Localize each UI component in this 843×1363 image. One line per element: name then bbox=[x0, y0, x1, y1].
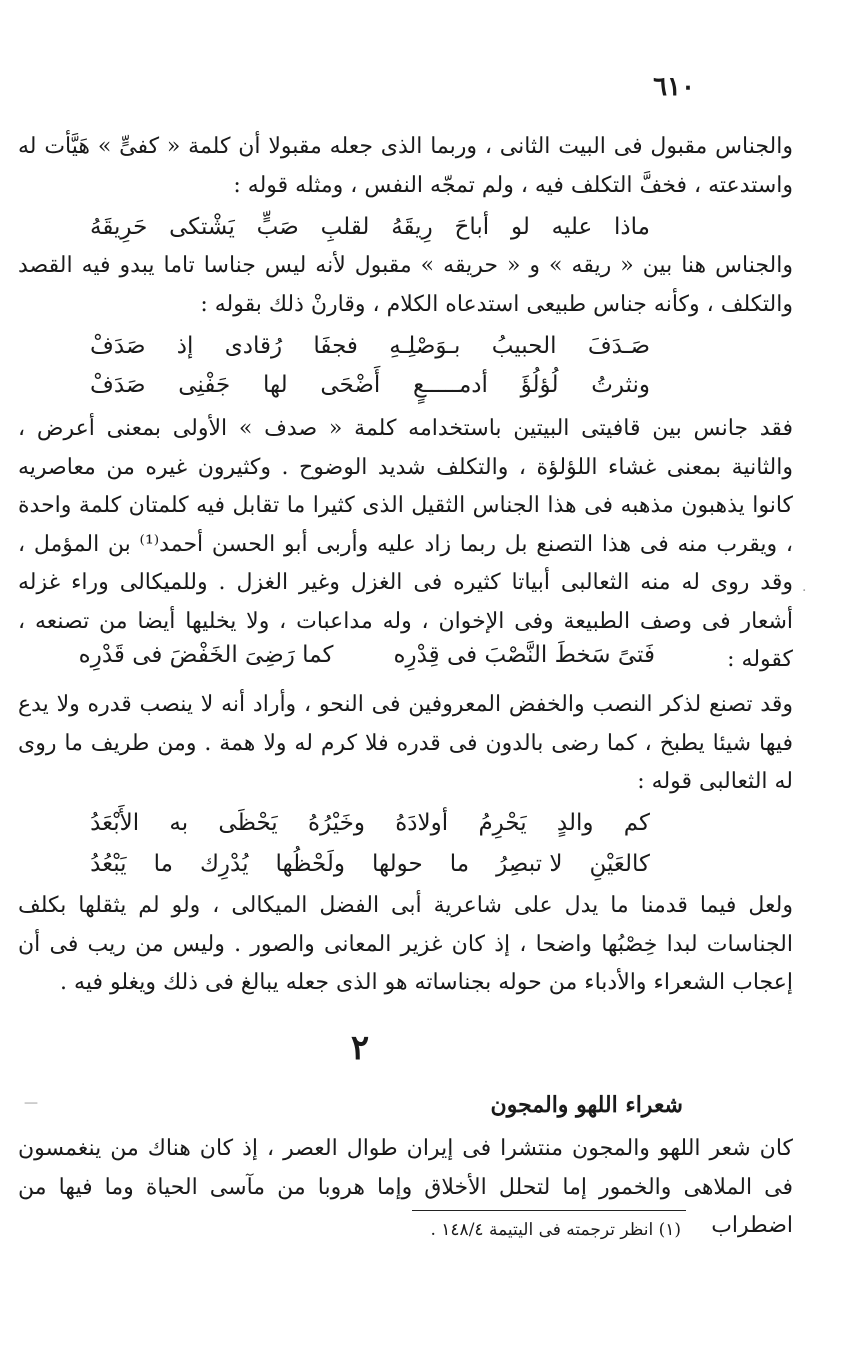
verse-word: ماذا bbox=[614, 214, 650, 240]
verse-word: أَضْحَى bbox=[320, 372, 381, 398]
verse-word: الأَبْعَدُ bbox=[90, 810, 140, 836]
verse-word: كم bbox=[623, 810, 650, 836]
paragraph-text: وقد تصنع لذكر النصب والخفض المعروفين فى النحو ، وأراد أنه لا ينصب قدره ولا يدع فيها شيئا يطبخ ، كما رضى بالدون فى قدره فلا كرم له ولا همة . ومن طريف ما روى له الثعالبى قوله : bbox=[18, 692, 793, 794]
verse-word: وخَيْرُهُ bbox=[307, 810, 365, 836]
verse-word: إذ bbox=[176, 333, 194, 359]
verse-word: يُدْرِك bbox=[199, 851, 249, 877]
verse-word: يَحْظَى bbox=[218, 810, 278, 836]
verse-line-2 bbox=[90, 327, 650, 365]
section-number: ٢ bbox=[350, 1028, 370, 1068]
footnote: (١) انظر ترجمته فى اليتيمة ١٤٨/٤ . bbox=[430, 1220, 681, 1240]
page-number: ٦١٠ bbox=[653, 72, 695, 102]
verse-word: حَرِيقَهُ bbox=[90, 214, 148, 240]
verse-word: لُؤلُؤَ bbox=[520, 372, 559, 398]
verse-word: أباحَ bbox=[454, 214, 490, 240]
verse-word: الحبيبُ bbox=[491, 333, 557, 359]
paragraph-3 bbox=[18, 410, 831, 680]
paragraph-6 bbox=[18, 1130, 831, 1246]
verse-word: جَفْنِى bbox=[178, 372, 231, 398]
verse-word: فجفَا bbox=[313, 333, 358, 359]
verse-word: صَـدَفَ bbox=[587, 333, 650, 359]
verse-line-5 bbox=[90, 804, 650, 842]
verse-word: صَبٍّ bbox=[256, 214, 299, 240]
verse-word: ما bbox=[449, 851, 470, 877]
verse-word: صَدَفْ bbox=[90, 372, 146, 398]
paragraph-text: فقد جانس بين قافيتى البيتين باستخدامه كلمة « صدف » الأولى بمعنى أعرض ، والثانية بمعنى غشاء اللؤلؤة ، والتكلف شديد الوضوح . وكثيرون غيره من معاصريه كانوا يذهبون مذهبه فى هذا الجناس الثقيل الذى كثيرا ما تقابل فيه كلمتان كلمة واحدة ، ويقرب منه فى هذا التصنع بل ربما زاد عليه وأربى أبو الحسن أحمد⁽¹⁾ بن المؤمل ، وقد روى له منه الثعالبى أبياتا كثيره فى الغزل وغير الغزل . وللميكالى وراء غزله أشعار فى وصف الطبيعة وفى الإخوان ، وله مداعبات ، ولا يخليها أيضا من تصنعه ، كقوله : bbox=[18, 416, 793, 672]
paragraph-2 bbox=[18, 247, 831, 324]
paragraph-text: والجناس هنا بين « ريقه » و « حريقه » مقبول لأنه ليس جناسا تاما يبدو فيه القصد والتكلف ، وكأنه جناس طبيعى استدعاه الكلام ، وقارنْ ذلك بقوله : bbox=[18, 253, 793, 317]
verse-word: يَبْعُدُ bbox=[90, 851, 127, 877]
section-heading: شعراء اللهو والمجون bbox=[490, 1092, 683, 1118]
scan-margin-mark: · bbox=[802, 583, 807, 599]
footnote-divider bbox=[412, 1210, 686, 1211]
paragraph-4 bbox=[18, 686, 831, 802]
paragraph-text: كان شعر اللهو والمجون منتشرا فى إيران طوال العصر ، إذ كان هناك من ينغمسون فى الملاهى والخمور إما لتحلل الأخلاق وإما هروبا من مآسى الحياة وما فيها من اضطراب bbox=[18, 1136, 793, 1238]
scan-margin-mark: — bbox=[24, 1095, 38, 1111]
verse-word: أدمـــــعٍ bbox=[413, 372, 488, 398]
verse-word: كالعَيْنِ bbox=[589, 851, 650, 877]
verse-word: رِيقَهُ bbox=[391, 214, 433, 240]
verse-word: ونثرتُ bbox=[591, 372, 650, 398]
verse-word: ما bbox=[153, 851, 173, 877]
verse-word: به bbox=[169, 810, 189, 836]
verse-line-6 bbox=[90, 845, 650, 883]
paragraph-text: ولعل فيما قدمنا ما يدل على شاعرية أبى الفضل الميكالى ، ولو لم يثقلها بكلف الجناسات لبدا خِصْبُها واضحا ، إذ كان غزير المعانى والصور . وليس من ريب فى أن إعجاب الشعراء والأدباء من حوله بجناساته هو الذى جعله يبالغ فى ذلك ويغلو فيه . bbox=[18, 893, 793, 995]
verse-word: ولَحْظُها bbox=[275, 851, 345, 877]
verse-word: بـوَصْلِـهِ bbox=[389, 333, 461, 359]
paragraph-1 bbox=[18, 128, 831, 205]
verse-word: لو bbox=[510, 214, 530, 240]
verse-word: أولادَهُ bbox=[395, 810, 449, 836]
verse-word: عليه bbox=[551, 214, 593, 240]
verse-word: صَدَفْ bbox=[90, 333, 146, 359]
paragraph-text: والجناس مقبول فى البيت الثانى ، وربما الذى جعله مقبولا أن كلمة « كفىٍّ » هَيَّأت له واستدعته ، فخفَّ التكلف فيه ، ولم تمجّه النفس ، ومثله قوله : bbox=[18, 134, 793, 198]
verse-word: لا تبصِرُ bbox=[496, 851, 563, 877]
verse-word: حولها bbox=[371, 851, 423, 877]
verse-line-4 bbox=[79, 642, 655, 668]
verse-hemistich: كما رَضِىَ الخَفْضَ فى قَدْرِه bbox=[78, 642, 334, 668]
verse-word: لقلبِ bbox=[320, 214, 370, 240]
verse-hemistich: فَتىً سَخطَ النَّصْبَ فى قِدْرِه bbox=[393, 642, 655, 668]
verse-word: يَحْرِمُ bbox=[478, 810, 527, 836]
paragraph-5 bbox=[18, 887, 831, 1003]
verse-word: رُقادى bbox=[224, 333, 283, 359]
verse-line-1 bbox=[90, 208, 650, 246]
verse-line-3 bbox=[90, 366, 650, 404]
verse-word: لها bbox=[262, 372, 288, 398]
verse-word: يَشْتكى bbox=[169, 214, 235, 240]
verse-word: والدٍ bbox=[556, 810, 594, 836]
